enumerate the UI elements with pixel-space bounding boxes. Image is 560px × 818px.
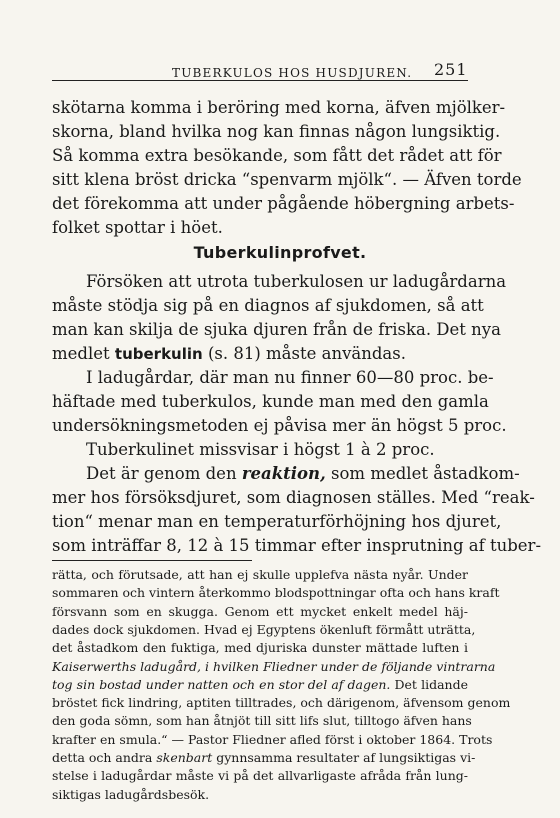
- footnote-line: krafter en smula.“ — Pastor Fliedner afled först i oktober 1864. Trots: [52, 731, 493, 747]
- running-head: TUBERKULOS HOS HUSDJUREN.: [172, 66, 413, 80]
- footnote-rule: [52, 560, 252, 561]
- text-line: skötarna komma i beröring med korna, äfven mjölker-: [52, 98, 506, 117]
- text-fragment: tog sin bostad under natten och en stor del af dagen.: [52, 676, 391, 692]
- text-fragment: gynnsamma resultater af lungsiktigas vi-: [216, 750, 476, 765]
- text-line: tion“ menar man en temperaturförhöjning hos djuret,: [52, 512, 502, 531]
- text-line: Försöken att utrota tuberkulosen ur ladugårdarna: [86, 272, 507, 291]
- footnote-line: siktigas ladugårdsbesök.: [52, 786, 210, 802]
- footnote-line: [52, 676, 468, 694]
- page-header: [52, 60, 472, 82]
- footnote-line: rätta, och förutsade, att han ej skulle upplefva nästa nyår. Under: [52, 567, 468, 582]
- footnote-line: [52, 749, 476, 767]
- term-reaktion: reaktion,: [241, 464, 326, 483]
- footnote-line: dades dock sjukdomen. Hvad ej Egyptens ökenluft förmått uträtta,: [52, 621, 476, 637]
- text-line: häftade med tuberkulos, kunde man med den gamla: [52, 392, 489, 411]
- footnote-line: det åstadkom den fuktiga, med djuriska dunster mättade luften i: [52, 640, 468, 656]
- text-line: undersökningsmetoden ej påvisa mer än högst 5 proc.: [52, 416, 507, 435]
- footnote-line: Kaiserwerths ladugård, i hvilken Fliedner under de följande vintrarna: [52, 658, 496, 674]
- term-tuberkulin: tuberkulin: [114, 345, 203, 363]
- footnote-line: sommaren och vintern återkommo blodspottningar ofta och hans kraft: [52, 585, 500, 601]
- text-fragment: som medlet åstadkom-: [331, 464, 520, 483]
- footnote-line: stelse i ladugårdar måste vi på det allvarligaste afråda från lung-: [52, 768, 468, 784]
- footnote-line: den goda sömn, som han åtnjöt till sitt lifs slut, tilltogo äfven hans: [52, 713, 472, 729]
- text-line: Tuberkulinet missvisar i högst 1 à 2 proc.: [86, 440, 435, 459]
- header-rule: [52, 80, 468, 81]
- text-line: som inträffar 8, 12 à 15 timmar efter insprutning af tuber-: [52, 536, 542, 555]
- text-fragment: medlet: [52, 344, 110, 363]
- footnote-line: försvann som en skugga. Genom ett mycket enkelt medel häj-: [52, 603, 468, 619]
- text-fragment: skenbart: [156, 750, 213, 765]
- text-line: det förekomma att under pågående höbergning arbets-: [52, 194, 515, 213]
- text-line: [52, 342, 468, 366]
- page-number: 251: [434, 60, 468, 79]
- text-line: Så komma extra besökande, som fått det rådet att för: [52, 146, 502, 165]
- text-line: mer hos försöksdjuret, som diagnosen ställes. Med “reak-: [52, 488, 535, 507]
- text-line: skorna, bland hvilka nog kan finnas någon lungsiktig.: [52, 122, 501, 141]
- text-fragment: detta och andra: [52, 750, 153, 765]
- text-line: måste stödja sig på en diagnos af sjukdomen, så att: [52, 296, 484, 315]
- text-fragment: (s. 81) måste användas.: [207, 344, 406, 363]
- text-line: sitt klena bröst dricka “spenvarm mjölk“. — Äfven torde: [52, 170, 522, 189]
- text-line: [86, 462, 520, 486]
- text-fragment: Det är genom den: [86, 464, 237, 483]
- text-line: folket spottar i höet.: [52, 218, 223, 237]
- text-fragment: Det lidande: [394, 676, 468, 692]
- text-line: man kan skilja de sjuka djuren från de friska. Det nya: [52, 320, 501, 339]
- section-heading: Tuberkulinprofvet.: [193, 243, 367, 262]
- text-line: I ladugårdar, där man nu finner 60—80 proc. be-: [86, 368, 494, 387]
- footnote-line: bröstet fick lindring, aptiten tilltrades, och därigenom, äfvensom genom: [52, 695, 511, 711]
